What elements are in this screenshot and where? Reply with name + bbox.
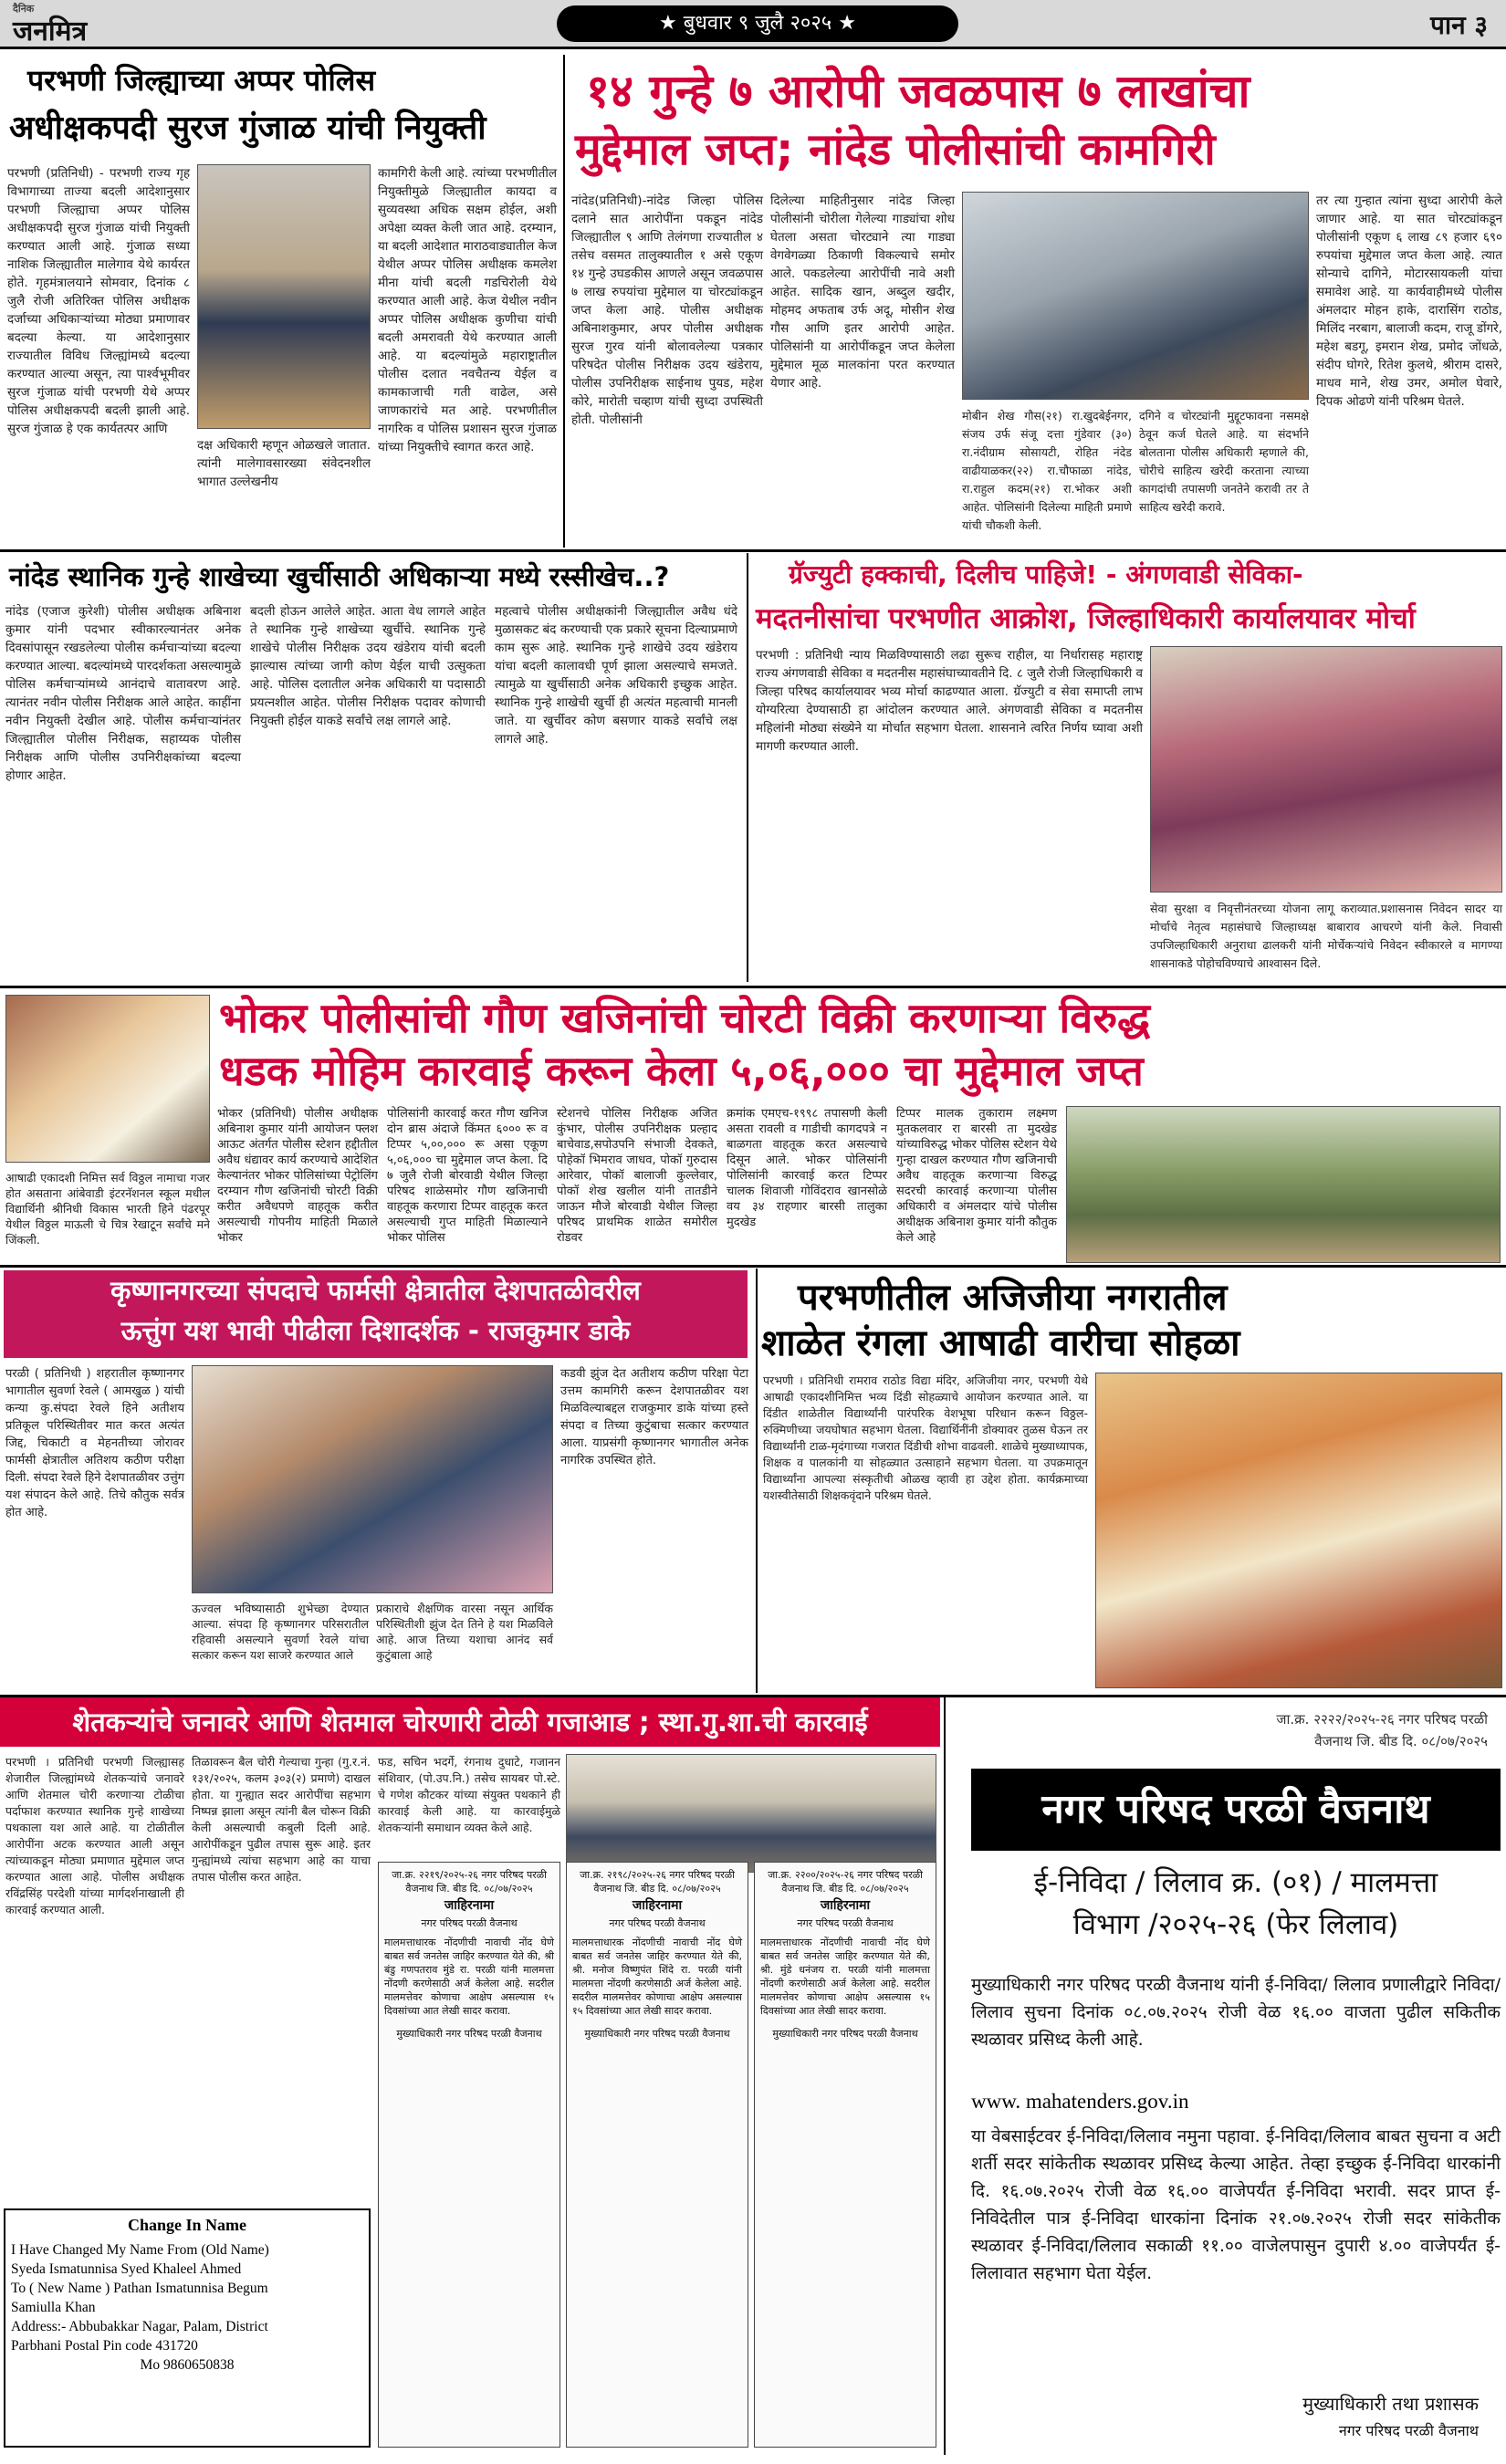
column-divider (747, 553, 748, 982)
photo-tipper-seized (1066, 1106, 1501, 1263)
headline-line1: भोकर पोलीसांची गौण खजिनांची चोरटी विक्री करणाऱ्या विरुद्ध (219, 994, 1151, 1042)
column-2: बदली होऊन आलेले आहेत. आता वेध लागले आहेत ते स्थानिक गुन्हे शाखेच्या खुर्चीचे. स्थानिक गुन्हे शाखेचे पोलीस निरीक्षक उदय खंडेराय यांची बदली झाल्यास त्यांच्या जागी कोण येईल याची उत्सुकता आहे. पोलिस दलातील अनेक अधिकारी या पदासाठी प्रयत्नशील आहेत. पोलीस निरीक्षक पदावर कोणाची नियुक्ती होईल याकडे सर्वांचे लक्ष लागले आहे. (250, 604, 486, 728)
section-divider (0, 986, 1506, 988)
notice-title: जाहिरनामा (444, 1898, 495, 1913)
column-divider (756, 1269, 758, 1693)
section-divider (0, 549, 1506, 552)
tender-sign-2: नगर परिषद परळी वैजनाथ (1338, 2422, 1479, 2439)
change-name-line: Syeda Ismatunnisa Syed Khaleel Ahmed (11, 2261, 242, 2277)
column-3: फड, सचिन भदर्गे, रंगनाथ दुधाटे, गजानन संशिवार, (पो.उप.नि.) तसेच सायबर पो.स्टे. चे गणेश कौटकर यांच्या संयुक्त पथकाने ही कारवाई केली आहे. या कारवाईमुळे शेतकऱ्यांनी समाधान व्यक्त केले आहे. (378, 1755, 560, 1834)
column-4: दगिने व चोरट्यांनी मुद्दूटफावना नसमक्षे ठेवून कर्ज घेतले आहे. या संदर्भाने बोलताना पोलीस अधिकारी म्हणाले की, चोरीचे साहित्य खरेदी करताना त्याच्या कागदांची तपासणी जनतेने करावी तर ते साहित्य खरेदी करावे. (1139, 409, 1309, 514)
notice-title: जाहिरनामा (632, 1898, 683, 1913)
notice-ref: जा.क्र. २१९८/२०२५-२६ नगर परिषद परळी वैजनाथ जि. बीड दि. ०८/०७/२०२५ (580, 1869, 735, 1895)
story-ashadhi-wari (761, 1270, 1506, 1692)
column-1: परळी ( प्रतिनिधी ) शहरातील कृष्णानगर भागातील सुवर्णा रेवले ( आमखुळ ) यांची कन्या कु.संपदा रेवले हिने अतीशय प्रतिकूल परिस्थितीवर मात करत अत्यंत जिद्द, चिकाटी व मेहनतीच्या जोरावर फार्मसी क्षेत्रातील अतिशय कठीण परीक्षा दिली. संपदा रेवले हिने देशपातळीवर उत्तुंग यश संपादन केले आहे. तिचे कौतुक सर्वत्र होत आहे. (5, 1367, 184, 1519)
change-name-line: Address:- Abbubakkar Nagar, Palam, District (11, 2319, 268, 2334)
notice-column (754, 1862, 936, 2448)
change-name-line: I Have Changed My Name From (Old Name) (11, 2242, 269, 2258)
column-3: प्रकाराचे शैक्षणिक वारसा नसून आर्थिक परिस्थितीशी झुंज देत तिने हे यश मिळविले आहे. आज तिच्या यशाचा आनंद सर्व कुटुंबाला आहे (376, 1602, 553, 1662)
body-under-photo: दक्ष अधिकारी म्हणून ओळखले जातात. त्यांनी मालेगावसारख्या संवेदनशील भागात उल्लेखनीय (197, 438, 371, 489)
headline: नांदेड स्थानिक गुन्हे शाखेच्या खुर्चीसाठी अधिकाऱ्या मध्ये रस्सीखेच..? (9, 561, 670, 592)
tender-url: www. mahatenders.gov.in (971, 2090, 1189, 2113)
photo-student-drawing (5, 995, 210, 1163)
notice-sub: नगर परिषद परळी वैजनाथ (797, 1917, 894, 1929)
change-name-title: Change In Name (127, 2216, 246, 2234)
section-divider (0, 1265, 1506, 1268)
notice-column (378, 1862, 560, 2448)
headline-line2: अधीक्षकपदी सुरज गुंजाळ यांची नियुक्ती (9, 110, 486, 147)
notice-ref: जा.क्र. २२००/२०२५-२६ नगर परिषद परळी वैजनाथ जि. बीड दि. ०८/०७/२०२५ (768, 1869, 923, 1895)
change-name-line: Samiulla Khan (11, 2300, 96, 2315)
masthead (0, 0, 1506, 49)
column-2: पोलिसांनी कारवाई करत गौण खनिज दोन ब्रास अंदाजे किंमत ६००० रू व टिप्पर ५,००,००० रू असा एकूण ५,०६,००० चा मुद्देमाल जप्त केला. दि ७ जुलै रोजी बोरवाडी येथील जिल्हा परिषद शाळेसमोर गौण खजिनाची वाहतूक करणारा टिप्पर वाहतूक करत असल्याची गुप्त माहिती मिळाल्याने भोकर पोलिस (387, 1107, 548, 1245)
headline-line2: मुद्देमाल जप्त; नांदेड पोलीसांची कामगिरी (575, 124, 1216, 175)
change-name-line: Parbhani Postal Pin code 431720 (11, 2338, 198, 2354)
story-nanded-police (568, 55, 1506, 548)
newspaper-logo: जनमित्र (13, 16, 88, 47)
change-name-line: To ( New Name ) Pathan Ismatunnisa Begum (11, 2281, 268, 2296)
column-3: महत्वाचे पोलीस अधीक्षकांनी जिल्ह्यातील अवैध धंदे मुळासकट बंद करण्याची एक प्रकारे सूचना दिल्याप्रमाणे काम सुरू आहे. स्थानिक गुन्हे शाखेचे उदय खंडेराय यांचा बदली कालावधी पूर्ण झाला असल्याचे समजते. त्यामुळे या खुर्चीसाठी अनेक अधिकारी इच्छुक आहेत. स्थानिक गुन्हे शाखेची खुर्ची ही अत्यंत महत्वाची मानली जाते. या खुर्चीवर कोण बसणार याकडे सर्वांचे लक्ष लागले आहे. (495, 604, 737, 747)
photo-caption: सेवा सुरक्षा व निवृत्तीनंतरच्या योजना लागू कराव्यात.प्रशासनास निवेदन सादर या मोर्चाचे नेतृत्व महासंघाचे जिल्हाध्यक्ष बाबाराव आचरणे यांनी केले. निवासी उपजिल्हाधिकारी अनुराधा ढालकरी यांनी मोर्चेकऱ्यांचे निवेदन स्वीकारले व मागण्या शासनाकडे पोहोचविण्याचे आश्वासन दिले. (1150, 902, 1502, 970)
column-1: नांदेड(प्रतिनिधी)-नांदेड जिल्हा पोलिस दलाने सात आरोपींना पकडून नांदेड जिल्ह्यातील ९ आणि तेलंगणा राज्यातील ४ तसेच वसमत तालुक्यातील १ असे एकूण १४ गुन्हे उघडकीस आणले असून जवळपास ७ लाख रुपयांचा मुद्देमाल या चोरट्यांकडून जप्त केला आहे. पोलीस अधीक्षक अबिनाशकुमार, अपर पोलीस अधीक्षक सुरज गुरव यांनी बोलावलेल्या पत्रकार परिषदेत पोलीस निरीक्षक उदय खंडेराय, पोलीस उपनिरीक्षक साईनाथ पुयड, महेश कोरे, मारोती चव्हाण यांची सुध्दा उपस्थिती होती. पोलीसांनी (571, 193, 763, 427)
column-1: परभणी । प्रतिनिधी परभणी जिल्ह्यासह शेजारील जिल्ह्यांमध्ये शेतकऱ्यांचे जनावरे आणि शेतमाल चोरी करणाऱ्या टोळीचा पर्दाफाश करण्यात स्थानिक गुन्हे शाखेच्या पथकाला यश आले आहे. या टोळीतील आरोपींना अटक करण्यात आली असून त्यांच्याकडून मोठ्या प्रमाणात मुद्देमाल जप्त करण्यात आला आहे. पोलीस अधीक्षक रविंद्रसिंह परदेशी यांच्या मार्गदर्शनाखाली ही कारवाई करण्यात आली. (5, 1755, 184, 1916)
photo-seized-goods (962, 192, 1309, 400)
headline-line2: मदतनीसांचा परभणीत आक्रोश, जिल्हाधिकारी कार्यालयावर मोर्चा (756, 602, 1416, 635)
column-divider (563, 55, 565, 548)
notice-body: मालमत्ताधारक नोंदणीची नावाची नोंद घेणे बाबत सर्व जनतेस जाहिर करण्यात येते की, श्री. मनोज विष्णुपंत शिंदे रा. परळी यांनी मालमत्ता नोंदणी करणेसाठी अर्ज केलेला आहे. सदरील मालमत्तेवर कोणाचा आक्षेप असल्यास १५ दिवसांच्या आत लेखी सादर करावा. (572, 1937, 742, 2017)
body-right: कामगिरी केली आहे. त्यांच्या परभणीतील नियुक्तीमुळे जिल्ह्यातील कायदा व सुव्यवस्था अधिक सक्षम होईल, अशी अपेक्षा व्यक्त केली जात आहे. दरम्यान, या बदली आदेशात माराठवाड्यातील केज येथील अप्पर पोलिस अधीक्षक कमलेश मीना यांची बदली गडचिरोली येथे करण्यात आली आहे. केज येथील नवीन अप्पर पोलिस अधीक्षक कुणीचा यांची बदली अमरावती येथे करण्यात आली आहे. या बदल्यांमुळे महाराष्ट्रातील पोलीस दलात नवचैतन्य येईल व कामकाजाची गती वाढेल, असे जाणकारांचे मत आहे. परभणीतील नागरिक व पोलिस प्रशासन सुरज गुंजाळ यांच्या नियुक्तीचे स्वागत करत आहे. (378, 166, 557, 454)
column-1: भोकर (प्रतिनिधी) पोलीस अधीक्षक अबिनाश कुमार यांनी आयोजन फ्लश आऊट अंतर्गत पोलीस स्टेशन हद्दीतील अवैध धंद्यावर कार्य करण्याचे आदेशित केल्यानंतर भोकर पोलिसांच्या पेट्रोलिंग दरम्यान गौण खजिनांची चोरटी विक्री करीत अवैधपणे वाहतूक करीत असल्याची गोपनीय माहिती मिळाले भोकर (217, 1107, 378, 1245)
headline-line1: परभणी जिल्ह्याच्या अप्पर पोलिस (27, 63, 376, 98)
photo-felicitation (192, 1365, 553, 1593)
headline-line1: ग्रॅज्युटी हक्काची, दिलीच पाहिजे! - अंगणवाडी सेविका- (789, 559, 1303, 590)
student-note: आषाढी एकादशी निमित्त सर्व विठ्ठल नामाचा गजर होत असताना आंबेवाडी इंटरनॅशनल स्कूल मधील विद्यार्थिनी श्रीनिधी विकास भारती हिने पंढरपूर येथील विठ्ठल माऊली चे चित्र रेखाटून सर्वांचे मने जिंकली. (5, 1171, 210, 1247)
tender-para-1: मुख्याधिकारी नगर परिषद परळी वैजनाथ यांनी ई-निविदा/ लिलाव प्रणालीद्वारे निविदा/लिलाव सुचना दिनांक ०८.०७.२०२५ रोजी वेळ १६.०० वाजता पुढील सकितीक स्थळावर प्रसिध्द केली आहे. (971, 1975, 1501, 2050)
photo-students-dindi (1095, 1373, 1502, 1688)
headline-line1: परभणीतील अजिजीया नगरातील (798, 1277, 1228, 1319)
headline-line2: ऊत्तुंग यश भावी पीढीला दिशादर्शक - राजकुमार डाके (120, 1315, 631, 1346)
headline-banner (4, 1270, 748, 1358)
tender-ref-1: जा.क्र. २२२२/२०२५-२६ नगर परिषद परळी (1276, 1711, 1488, 1728)
body: परभणी । प्रतिनिधी रामराव राठोड विद्या मंदिर, अजिजीया नगर, परभणी येथे आषाढी एकादशीनिमित्त भव्य दिंडी सोहळ्याचे आयोजन करण्यात आले. या दिंडीत शाळेतील विद्यार्थ्यांनी पारंपरिक वेशभूषा परिधान करून विठ्ठल-रुक्मिणीच्या जयघोषात सहभाग घेतला. विद्यार्थिनींनी डोक्यावर तुळस घेऊन तर विद्यार्थ्यांनी टाळ-मृदंगाच्या गजरात दिंडीची शोभा वाढवली. शाळेचे मुख्याध्यापक, शिक्षक व पालकांनी या सोहळ्यात उत्साहाने सहभाग घेतला. या उपक्रमातून विद्यार्थ्यांना आपल्या संस्कृतीची ओळख व्हावी हा उद्देश होता. कार्यक्रमाच्या यशस्वीतेसाठी शिक्षकवृंदाने परिश्रम घेतले. (763, 1373, 1088, 1502)
headline-line2: शाळेत रंगला आषाढी वारीचा सोहळा (761, 1322, 1240, 1364)
photo-police-team (566, 1754, 936, 1873)
change-in-name-box (4, 2208, 371, 2448)
tender-ref-2: वैजनाथ जि. बीड दि. ०८/०७/२०२५ (1314, 1733, 1488, 1749)
notice-ref: जा.क्र. २२१९/२०२५-२६ नगर परिषद परळी वैजनाथ जि. बीड दि. ०८/०७/२०२५ (392, 1869, 547, 1895)
column-1: नांदेड (एजाज कुरेशी) पोलीस अधीक्षक अबिनाश कुमार यांनी पदभार स्वीकारल्यानंतर अनेक दिवसांपासून रखडलेल्या पोलीस कर्मचाऱ्यांच्या बदल्या करण्यात आल्या. बदल्यांमध्ये पारदर्शकता असल्यामुळे पोलिस कर्मचाऱ्यांमध्ये आनंदाचे वातावरण आहे. त्यानंतर नवीन पोलीस निरीक्षक आले आहेत. काहींना नवीन नियुक्ती देखील आहे. पोलीस कर्मचाऱ्यांनंतर जिल्ह्यातील पोलीस निरीक्षक, सहाय्यक पोलीस निरीक्षक आणि पोलीस उपनिरीक्षकांच्या बदल्या होणार आहेत. (5, 604, 241, 783)
tender-title: नगर परिषद परळी वैजनाथ (1041, 1786, 1430, 1832)
star-icon: ★ (659, 12, 677, 35)
date-pill (557, 5, 958, 42)
change-name-line: Mo 9860650838 (140, 2357, 235, 2373)
photo-morcha (1150, 646, 1502, 893)
notice-sign: मुख्याधिकारी नगर परिषद परळी वैजनाथ (584, 2028, 730, 2040)
headline-banner (0, 1697, 940, 1747)
logo-small: दैनिक (13, 3, 35, 15)
notice-body: मालमत्ताधारक नोंदणीची नावाची नोंद घेणे बाबत सर्व जनतेस जाहिर करण्यात येते की, श्री. मुंडे धनंजय रा. परळी यांनी मालमत्ता नोंदणी करणेसाठी अर्ज केलेला आहे. सदरील मालमत्तेवर कोणाचा आक्षेप असल्यास १५ दिवसांच्या आत लेखी सादर करावा. (760, 1937, 930, 2017)
tender-subtitle-2: विभाग /२०२५-२६ (फेर लिलाव) (1072, 1908, 1399, 1941)
column-divider (944, 1697, 946, 2455)
column-4: क्रमांक एमएच-१९९८ तपासणी केली असता रावली व गाडीची कागदपत्रे न बाळगता वाहतूक करत असल्याचे दिसून आले. भोकर पोलिसांनी पोलिसांनी कारवाई करत टिप्पर चालक शिवाजी गोविंदराव खानसोळे वय ३४ राहणार बारसी तालुका मुदखेड (727, 1107, 887, 1229)
column-2: तिळावरून बैल चोरी गेल्याचा गुन्हा (गु.र.नं. १३१/२०२५, कलम ३०३(२) प्रमाणे) दाखल होता. या गुन्ह्यात सदर आरोपींचा सहभाग निष्पन्न झाला असून त्यांनी बैल चोरून विक्री केली असल्याची कबुली दिली आहे. आरोपींकडून पुढील तपास सुरू आहे. इतर गुन्ह्यांमध्ये त्यांचा सहभाग आहे का याचा तपास पोलीस करत आहेत. (192, 1755, 371, 1884)
headline-line1: कृष्णानगरच्या संपदाचे फार्मसी क्षेत्रातील देशपातळीवरील (110, 1275, 641, 1306)
tender-subtitle-1: ई-निविदा / लिलाव क्र. (०१) / मालमत्ता (1033, 1866, 1438, 1899)
column-2: दिलेल्या माहितीनुसार नांदेड जिल्हा पोलीसांनी चोरीला गेलेल्या गाड्यांचा शोध घेतला असता चोरट्याने त्या गाड्या वेगवेगळ्या ठिकाणी विकल्याचे समोर आले. पकडलेल्या आरोपींची नावे अशी आहेत. सादिक खान, अब्दुल खदीर, मोहमद अफताब उर्फ अदू, मोसीन शेख गौस आणि इतर आरोपी आहेत. पोलिसांनी या आरोपींकडून जप्त केलेला मुद्देमाल मूळ मालकांना परत करण्यात येणार आहे. (770, 193, 955, 391)
notice-sign: मुख्याधिकारी नगर परिषद परळी वैजनाथ (772, 2028, 918, 2040)
tender-title-bar (971, 1769, 1501, 1851)
body: परभणी : प्रतिनिधी न्याय मिळविण्यासाठी लढा सुरूच राहील, या निर्धारासह महाराष्ट्र राज्य अंगणवाडी सेविका व मदतनीस महासंघाच्यावतीने दि. ८ जुलै रोजी जिल्हाधिकारी व जिल्हा परिषद कार्यालयावर भव्य मोर्चा काढण्यात आला. ग्रॅज्युटी व सेवा समाप्ती लाभ योग्यरित्या देण्यासाठी हा आंदोलन करण्यात आले. अंगणवाडी सेविका व मदतनीस महिलांनी मोठ्या संख्येने या मोर्चात सहभाग घेतला. शासनाने त्वरित निर्णय घ्यावा अशी मागणी करण्यात आली. (756, 648, 1143, 754)
column-5: तर त्या गुन्हात त्यांना सुध्दा आरोपी केले जाणार आहे. या सात चोरट्यांकडून पोलीसांनी एकूण ६ लाख ८९ हजार ६९० रुपयांचा मुद्देमाल जप्त केला आहे. त्यात सोन्याचे दागिने, मोटारसायकली यांचा समावेश आहे. या कार्यवाहीमध्ये पोलीस अंमलदार मोहन हाके, दारासिंग राठोड, मिलिंद नरबाग, बालाजी कदम, राजू डोंगरे, महेश बडगू, इमरान शेख, प्रमोद जोंधळे, संदीप घोगरे, रितेश कुलथे, श्रीराम दासरे, माधव माने, शेख उमर, अमोल घेवारे, दिपक ओढणे यांनी परिश्रम घेतले. (1316, 193, 1502, 409)
notice-body: मालमत्ताधारक नोंदणीची नावाची नोंद घेणे बाबत सर्व जनतेस जाहिर करण्यात येते की, श्री बंडु गणपतराव मुंडे रा. परळी यांनी मालमत्ता नोंदणी करणेसाठी अर्ज केलेला आहे. सदरील मालमत्तेवर कोणाचा आक्षेप असल्यास १५ दिवसांच्या आत लेखी सादर करावा. (384, 1937, 554, 2017)
notice-sub: नगर परिषद परळी वैजनाथ (609, 1917, 706, 1929)
star-icon: ★ (838, 12, 856, 35)
notice-sub: नगर परिषद परळी वैजनाथ (421, 1917, 518, 1929)
story-anganwadi (752, 555, 1506, 984)
photo-caption: ऊज्वल भविष्यासाठी शुभेच्छा देण्यात आल्या. संपदा हि कृष्णानगर परिसरातील रहिवासी असल्याने सुवर्णा रेवले यांचा सत्कार करून यश साजरे करण्यात आले (192, 1602, 369, 1662)
headline-line2: धडक मोहिम कारवाई करून केला ५,०६,००० चा मुद्देमाल जप्त (219, 1047, 1144, 1095)
headline: शेतकऱ्यांचे जनावरे आणि शेतमाल चोरणारी टोळी गजाआड ; स्था.गु.शा.ची कारवाई (72, 1707, 868, 1738)
column-4: कडवी झुंज देत अतीशय कठीण परिक्षा पेटा उत्तम कामगिरी करून देशपातळीवर यश मिळविल्याबद्दल राजकुमार डाके यांच्या हस्ते संपदा व तिच्या कुटुंबाचा सत्कार करण्यात आला. याप्रसंगी कृष्णानगर भागातील अनेक नागरिक उपस्थित होते. (560, 1367, 748, 1467)
headline-line1: १४ गुन्हे ७ आरोपी जवळपास ७ लाखांचा (586, 65, 1250, 118)
tender-notice (949, 1697, 1506, 2455)
photo-suraj-gunjal (197, 164, 371, 429)
tender-sign-1: मुख्याधिकारी तथा प्रशासक (1302, 2393, 1479, 2415)
photo-caption: मोबीन शेख गौस(२१) रा.खुदबेईनगर, संजय उर्फ संजू दत्ता गुंडेवार (३०) रा.नंदीग्राम सोसायटी, रोहित नंदेड वाढीयाळकर(२२) रा.चौफाळा नांदेड, रा.राहुल कदम(२१) रा.भोकर अशी आहेत. पोलिसांनी दिलेल्या माहिती प्रमाणे यांची चौकशी केली. (962, 409, 1132, 532)
story-sampada (0, 1270, 753, 1692)
body-left: परभणी (प्रतिनिधी) - परभणी राज्य गृह विभागाच्या ताज्या बदली आदेशानुसार परभणी जिल्ह्याचा अप्पर पोलिस अधीक्षकपदी सुरज गुंजाळ यांची नियुक्ती करण्यात आली आहे. गुंजाळ सध्या नाशिक जिल्ह्यातील मालेगाव येथे कार्यरत होते. गृहमंत्रालयाने सोमवार, दिनांक ८ जुलै रोजी अतिरिक्त पोलिस अधीक्षक दर्जाच्या अधिकाऱ्यांच्या मोठ्या प्रमाणावर बदल्या केल्या. या आदेशानुसार राज्यातील विविध जिल्ह्यांमध्ये बदल्या करण्यात आल्या असून, त्या पार्श्वभूमीवर सुरज गुंजाळ यांची परभणी येथे अप्पर पोलिस अधीक्षकपदी बदली झाली आहे. सुरज गुंजाळ हे एक कार्यतत्पर आणि (7, 166, 190, 436)
page-number: पान ३ (1429, 10, 1488, 40)
notice-column (566, 1862, 748, 2448)
column-3: स्टेशनचे पोलिस निरीक्षक अजित कुंभार, पोलीस उपनिरीक्षक प्रल्हाद बाचेवाड,सपोउपनि संभाजी देवकते, पोहेकॉ भिमराव जाधव, पोकॉ गुरुदास आरेवार, पोकॉ बालाजी कुल्लेवार, पोकॉ शेख खलील यांनी तातडीने जाऊन मौजे बोरवाडी येथील जिल्हा परिषद प्राथमिक शाळेत समोरील रोडवर (557, 1107, 717, 1245)
tender-para-2: या वेबसाईटवर ई-निविदा/लिलाव नमुना पहावा. ई-निविदा/लिलाव बाबत सुचना व अटी शर्ती सदर सांकेतीक स्थळावर प्रसिध्द केल्या आहेत. तेव्हा इच्छुक ई-निविदा धारकांनी दि. १६.०७.२०२५ रोजी वेळ १६.०० वाजेपर्यंत ई-निविदा भरावी. सदर प्राप्त ई-निविदेतील पात्र ई-निविदा धारकांना दिनांक २१.०७.२०२५ रोजी सदर सांकेतीक स्थळावर ई-निविदा/लिलाव सकाळी ११.०० वाजेलपासुन दुपारी ४.०० वाजेपर्यंत ई-लिलावात सहभाग घेता येईल. (971, 2126, 1501, 2283)
issue-date: बुधवार ९ जुलै २०२५ (683, 12, 832, 35)
notice-sign: मुख्याधिकारी नगर परिषद परळी वैजनाथ (396, 2028, 542, 2040)
story-lcb-chair (0, 555, 744, 984)
notice-title: जाहिरनामा (820, 1898, 871, 1913)
story-bhokar-police (0, 989, 1506, 1263)
column-5: टिप्पर मालक तुकाराम लक्ष्मण मुतकलवार रा बारसी ता मुदखेड यांच्याविरुद्ध भोकर पोलिस स्टेशन येथे गुन्हा दाखल करण्यात गौण खजिनाची अवैध वाहतूक करणाऱ्या विरुद्ध सदरची कारवाई करणाऱ्या पोलीस अधिकारी व अंमलदार यांचे पोलीस अधीक्षक अबिनाश कुमार यांनी कौतुक केले आहे (896, 1107, 1057, 1245)
story-gunjal (0, 55, 561, 548)
